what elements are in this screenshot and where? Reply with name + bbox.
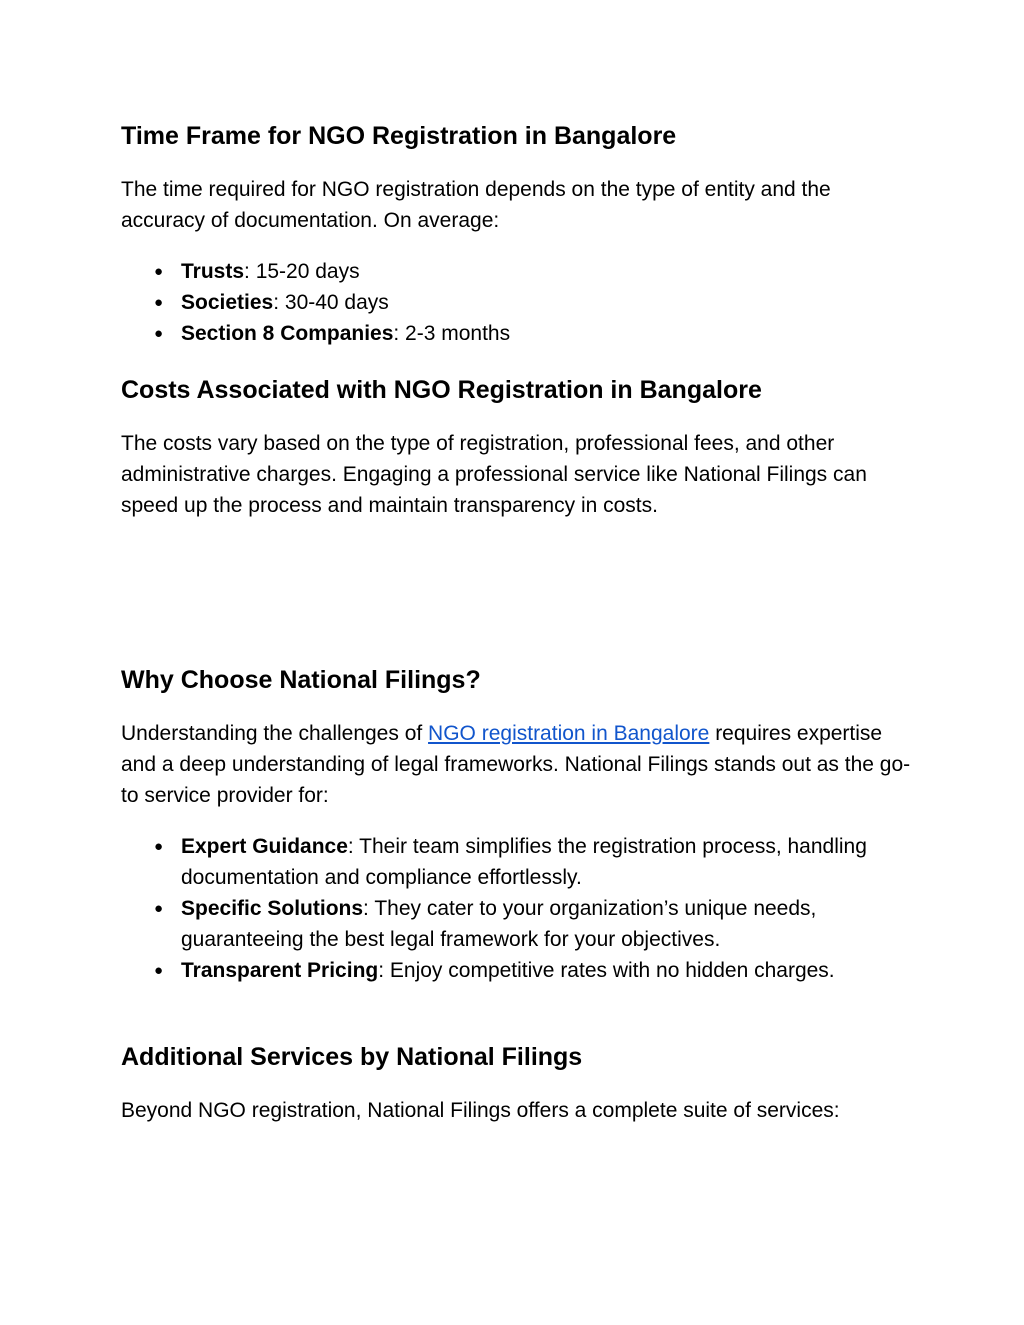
bullet-icon: ● xyxy=(154,263,164,280)
ngo-registration-link[interactable]: NGO registration in Bangalore xyxy=(428,722,710,745)
list-item-term: Societies xyxy=(181,291,274,314)
heading-additional-services: Additional Services by National Filings xyxy=(121,1043,583,1071)
list-item-term: Transparent Pricing xyxy=(181,959,379,982)
list-item-societies xyxy=(121,287,911,318)
additional-services-body: Beyond NGO registration, National Filings offers a complete suite of services: xyxy=(121,1099,840,1122)
bullet-icon: ● xyxy=(154,900,164,917)
list-item-transparent-pricing xyxy=(121,955,911,986)
list-item-text: : 30-40 days xyxy=(273,291,389,314)
heading-time-frame: Time Frame for NGO Registration in Bangalore xyxy=(121,122,677,150)
bullet-icon: ● xyxy=(154,838,164,855)
bullet-icon: ● xyxy=(154,962,164,979)
list-item-section-8 xyxy=(121,318,911,349)
heading-costs: Costs Associated with NGO Registration in Bangalore xyxy=(121,376,762,404)
list-item-text: : Enjoy competitive rates with no hidden charges. xyxy=(378,959,835,982)
why-choose-intro-after: requires expertise and a deep understanding of legal frameworks. National Filings stands out as the go-to service provider for: xyxy=(121,722,911,807)
list-item-term: Section 8 Companies xyxy=(181,322,394,345)
why-choose-list xyxy=(121,831,911,986)
list-item-trusts xyxy=(121,256,911,287)
list-item-term: Specific Solutions xyxy=(181,897,364,920)
costs-body: The costs vary based on the type of registration, professional fees, and other administrative charges. Engaging a professional service like National Filings can speed up the process and maintain transparency in costs. xyxy=(121,432,867,517)
list-item-term: Trusts xyxy=(181,260,245,283)
heading-why-choose: Why Choose National Filings? xyxy=(121,666,481,694)
list-item-text: : They cater to your organization’s unique needs, guaranteeing the best legal framework for your objectives. xyxy=(181,897,817,951)
bullet-icon: ● xyxy=(154,325,164,342)
list-item-term: Expert Guidance xyxy=(181,835,348,858)
why-choose-intro-before: Understanding the challenges of xyxy=(121,722,429,745)
time-frame-intro: The time required for NGO registration depends on the type of entity and the accuracy of documentation. On average: xyxy=(121,178,831,232)
list-item-text: : Their team simplifies the registration process, handling documentation and compliance effortlessly. xyxy=(181,835,867,889)
list-item-expert-guidance xyxy=(121,831,911,893)
list-item-text: : 2-3 months xyxy=(393,322,511,345)
time-frame-list xyxy=(121,256,911,349)
list-item-text: : 15-20 days xyxy=(244,260,360,283)
why-choose-intro xyxy=(121,718,911,811)
list-item-specific-solutions xyxy=(121,893,911,955)
bullet-icon: ● xyxy=(154,294,164,311)
